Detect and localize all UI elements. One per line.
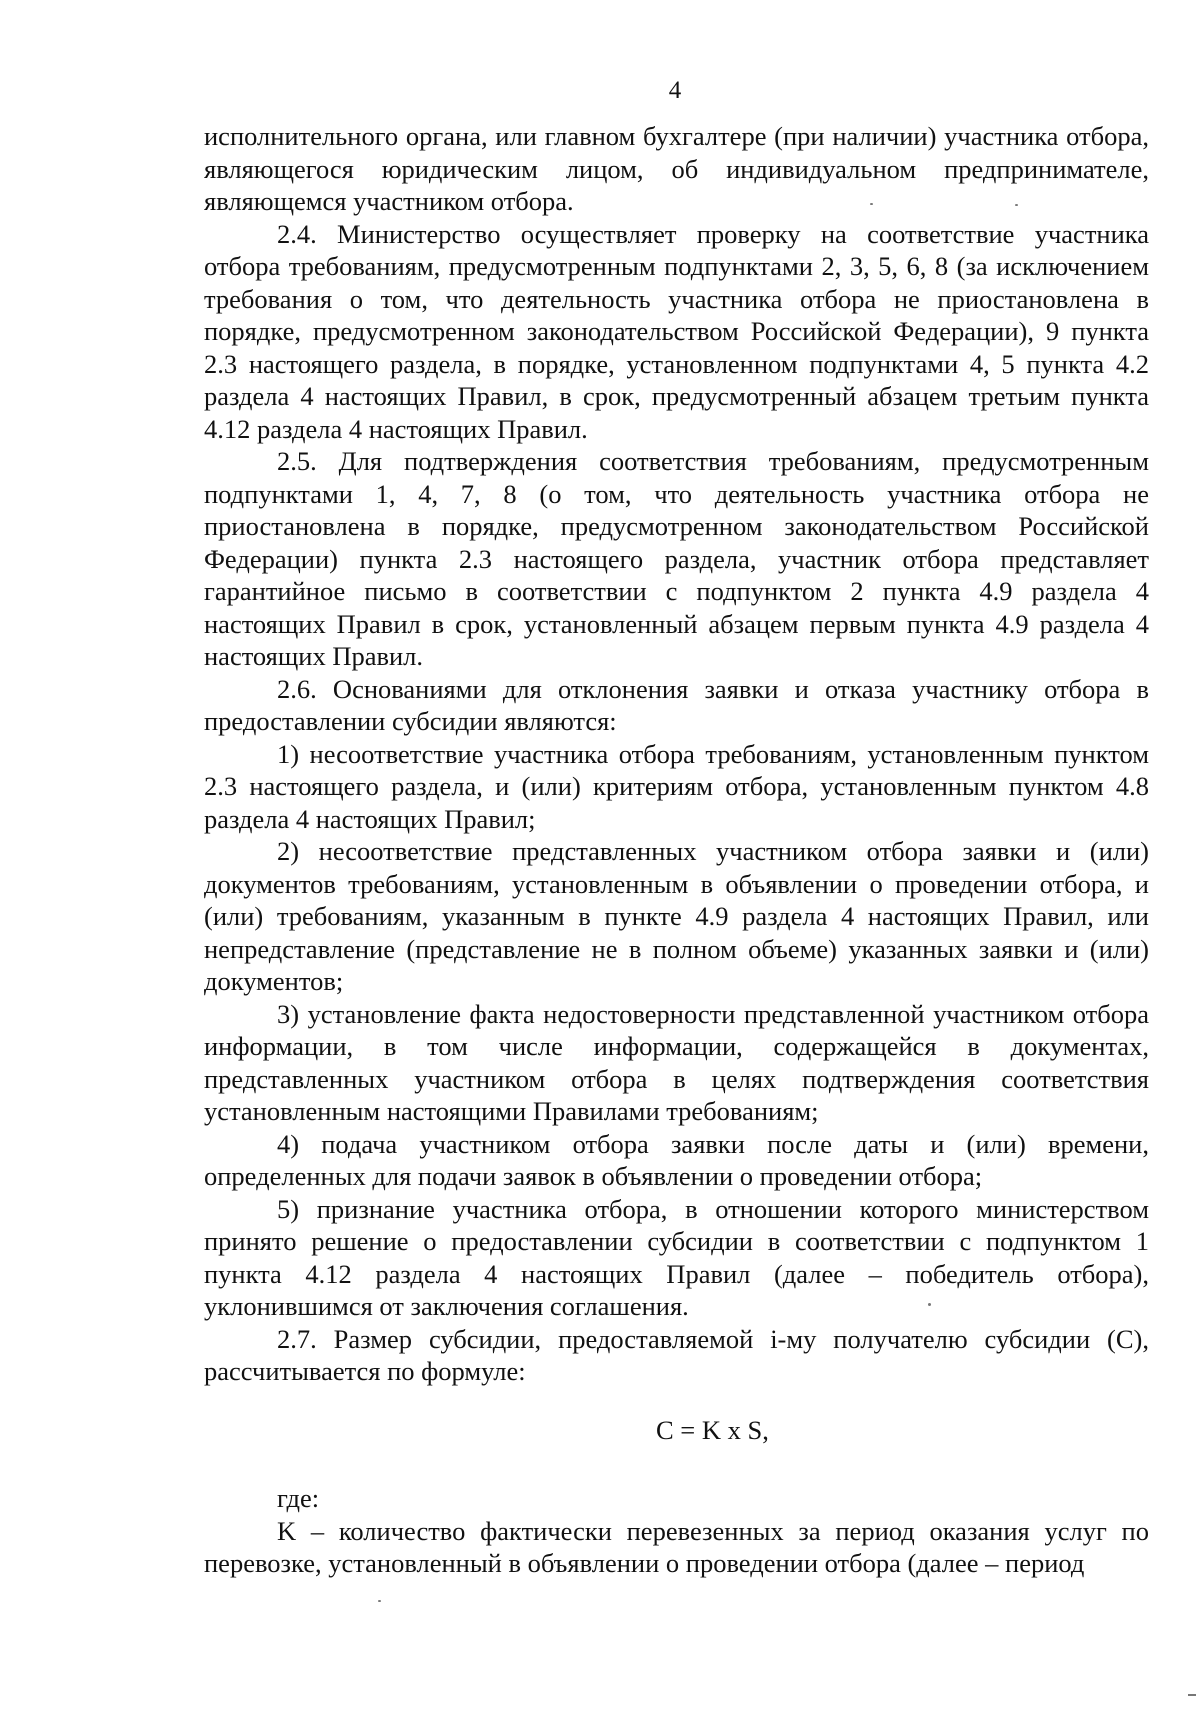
scan-speck [870, 203, 873, 205]
scan-speck [1188, 1694, 1196, 1696]
list-item-1: 1) несоответствие участника отбора требованиям, установленным пунктом 2.3 настоящего раздела, и (или) критериям отбора, установленным пунктом 4.8 раздела 4 настоящих Правил; [204, 738, 1149, 834]
paragraph-2-7: 2.7. Размер субсидии, предоставляемой i-му получателю субсидии (С), рассчитывается по формуле: [204, 1323, 1149, 1386]
formula-variable-k-definition: K – количество фактически перевезенных за период оказания услуг по перевозке, установленный в объявлении о проведении отбора (далее – период [204, 1515, 1149, 1578]
scan-speck [928, 1303, 931, 1306]
paragraph-2-6: 2.6. Основаниями для отклонения заявки и отказа участнику отбора в предоставлении субсидии являются: [204, 673, 1149, 736]
document-body [204, 120, 1149, 1580]
scan-speck [378, 1600, 381, 1602]
paragraph-continuation: исполнительного органа, или главном бухгалтере (при наличии) участника отбора, являющегося юридическим лицом, об индивидуальном предпринимателе, являющемся участником отбора. [204, 121, 1149, 216]
paragraph-2-4: 2.4. Министерство осуществляет проверку на соответствие участника отбора требованиям, предусмотренным подпунктами 2, 3, 5, 6, 8 (за исключением требования о том, что деятельность участника отбора не приостановлена в порядке, предусмотренном законодательством Российской Федерации), 9 пункта 2.3 настоящего раздела, в порядке, установленном подпунктами 4, 5 пункта 4.2 раздела 4 настоящих Правил, в срок, предусмотренный абзацем третьим пункта 4.12 раздела 4 настоящих Правил. [204, 218, 1149, 444]
paragraph-2-5: 2.5. Для подтверждения соответствия требованиям, предусмотренным подпунктами 1, 4, 7, 8 (о том, что деятельность участника отбора не приостановлена в порядке, предусмотренном законодательством Российской Федерации) пункта 2.3 настоящего раздела, участник отбора представляет гарантийное письмо в соответствии с подпунктом 2 пункта 4.9 раздела 4 настоящих Правил в срок, установленный абзацем первым пункта 4.9 раздела 4 настоящих Правил. [204, 446, 1149, 671]
list-item-5: 5) признание участника отбора, в отношении которого министерством принято решение о предоставлении субсидии в соответствии с подпунктом 1 пункта 4.12 раздела 4 настоящих Правил (далее – победитель отбора), уклонившимся от заключения соглашения. [204, 1193, 1149, 1321]
list-item-3: 3) установление факта недостоверности представленной участником отбора информации, в том числе информации, содержащейся в документах, представленных участником отбора в целях подтверждения соответствия установленным настоящими Правилами требованиям; [204, 998, 1149, 1126]
list-item-2: 2) несоответствие представленных участником отбора заявки и (или) документов требованиям, установленным в объявлении о проведении отбора, и (или) требованиям, указанным в пункте 4.9 раздела 4 настоящих Правил, или непредставление (представление не в полном объеме) указанных заявки и (или) документов; [204, 836, 1149, 996]
list-item-4: 4) подача участником отбора заявки после даты и (или) времени, определенных для подачи заявок в объявлении о проведении отбора; [204, 1128, 1149, 1191]
subsidy-formula: С = K x S, [656, 1414, 769, 1445]
scan-speck [1015, 204, 1018, 206]
page-number: 4 [668, 77, 682, 104]
formula-where-label: где: [277, 1483, 320, 1513]
